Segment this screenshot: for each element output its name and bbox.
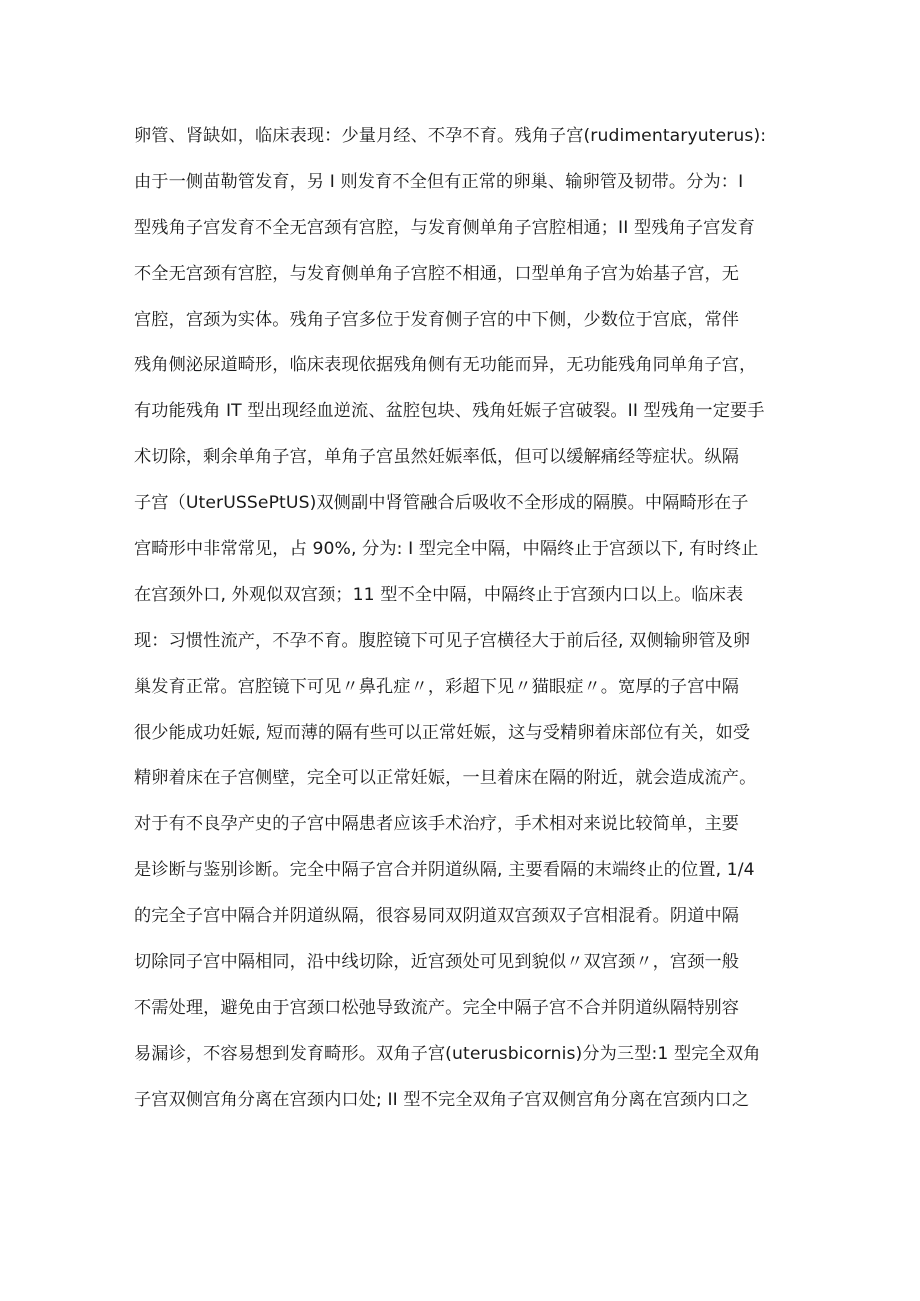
text-line: 现：习惯性流产，不孕不育。腹腔镜下可见子宫横径大于前后径, 双侧输卵管及卵	[134, 630, 751, 651]
text-line: 在宫颈外口, 外观似双宫颈；11 型不全中隔，中隔终止于宫颈内口以上。临床表	[134, 584, 744, 605]
text-line: 切除同子宫中隔相同，沿中线切除，近宫颈处可见到貌似〃双宫颈〃，宫颈一般	[134, 952, 740, 973]
body-text	[134, 114, 794, 1124]
text-line: 型残角子宫发育不全无宫颈有宫腔，与发育侧单角子宫腔相通；II 型残角子宫发育	[134, 217, 755, 238]
text-line: 残角侧泌尿道畸形，临床表现依据残角侧有无功能而异，无功能残角同单角子宫，	[134, 355, 757, 376]
text-line: 不全无宫颈有宫腔，与发育侧单角子宫腔不相通，口型单角子宫为始基子宫，无	[134, 263, 740, 284]
text-line: 术切除，剩余单角子宫，单角子宫虽然妊娠率低，但可以缓解痛经等症状。纵隔	[134, 447, 740, 468]
text-line: 是诊断与鉴别诊断。完全中隔子宫合并阴道纵隔, 主要看隔的末端终止的位置, 1/4	[134, 860, 755, 881]
text-line: 宫腔，宫颈为实体。残角子宫多位于发育侧子宫的中下侧，少数位于宫底，常伴	[134, 309, 740, 330]
text-line: 子宫双侧宫角分离在宫颈内口处; II 型不完全双角子宫双侧宫角分离在宫颈内口之	[134, 1089, 750, 1110]
text-line: 由于一侧苗勒管发育，另 I 则发育不全但有正常的卵巢、输卵管及韧带。分为：I	[134, 171, 744, 192]
text-line: 卵管、肾缺如，临床表现：少量月经、不孕不育。残角子宫(rudimentaryuterus):	[134, 126, 767, 146]
text-line: 精卵着床在子宫侧壁，完全可以正常妊娠，一旦着床在隔的附近，就会造成流产。	[134, 768, 757, 789]
text-line: 有功能残角 IT 型出现经血逆流、盆腔包块、残角妊娠子宫破裂。II 型残角一定要手	[134, 401, 765, 422]
text-line: 易漏诊，不容易想到发育畸形。双角子宫(uterusbicornis)分为三型:1 型完全双角	[134, 1043, 761, 1064]
text-line: 对于有不良孕产史的子宫中隔患者应该手术治疗，手术相对来说比较简单，主要	[134, 814, 740, 835]
text-line: 宫畸形中非常常见，占 90%, 分为: I 型完全中隔，中隔终止于宫颈以下, 有时终止	[134, 539, 759, 560]
text-line: 很少能成功妊娠, 短而薄的隔有些可以正常妊娠，这与受精卵着床部位有关，如受	[134, 722, 751, 743]
text-line: 子宫（UterUSSePtUS)双侧副中肾管融合后吸收不全形成的隔膜。中隔畸形在子	[134, 493, 749, 514]
text-line: 巢发育正常。宫腔镜下可见〃鼻孔症〃，彩超下见〃猫眼症〃。宽厚的子宫中隔	[134, 676, 740, 697]
text-line: 不需处理，避免由于宫颈口松弛导致流产。完全中隔子宫不合并阴道纵隔特别容	[134, 997, 740, 1018]
text-line: 的完全子宫中隔合并阴道纵隔，很容易同双阴道双宫颈双子宫相混肴。阴道中隔	[134, 906, 740, 927]
